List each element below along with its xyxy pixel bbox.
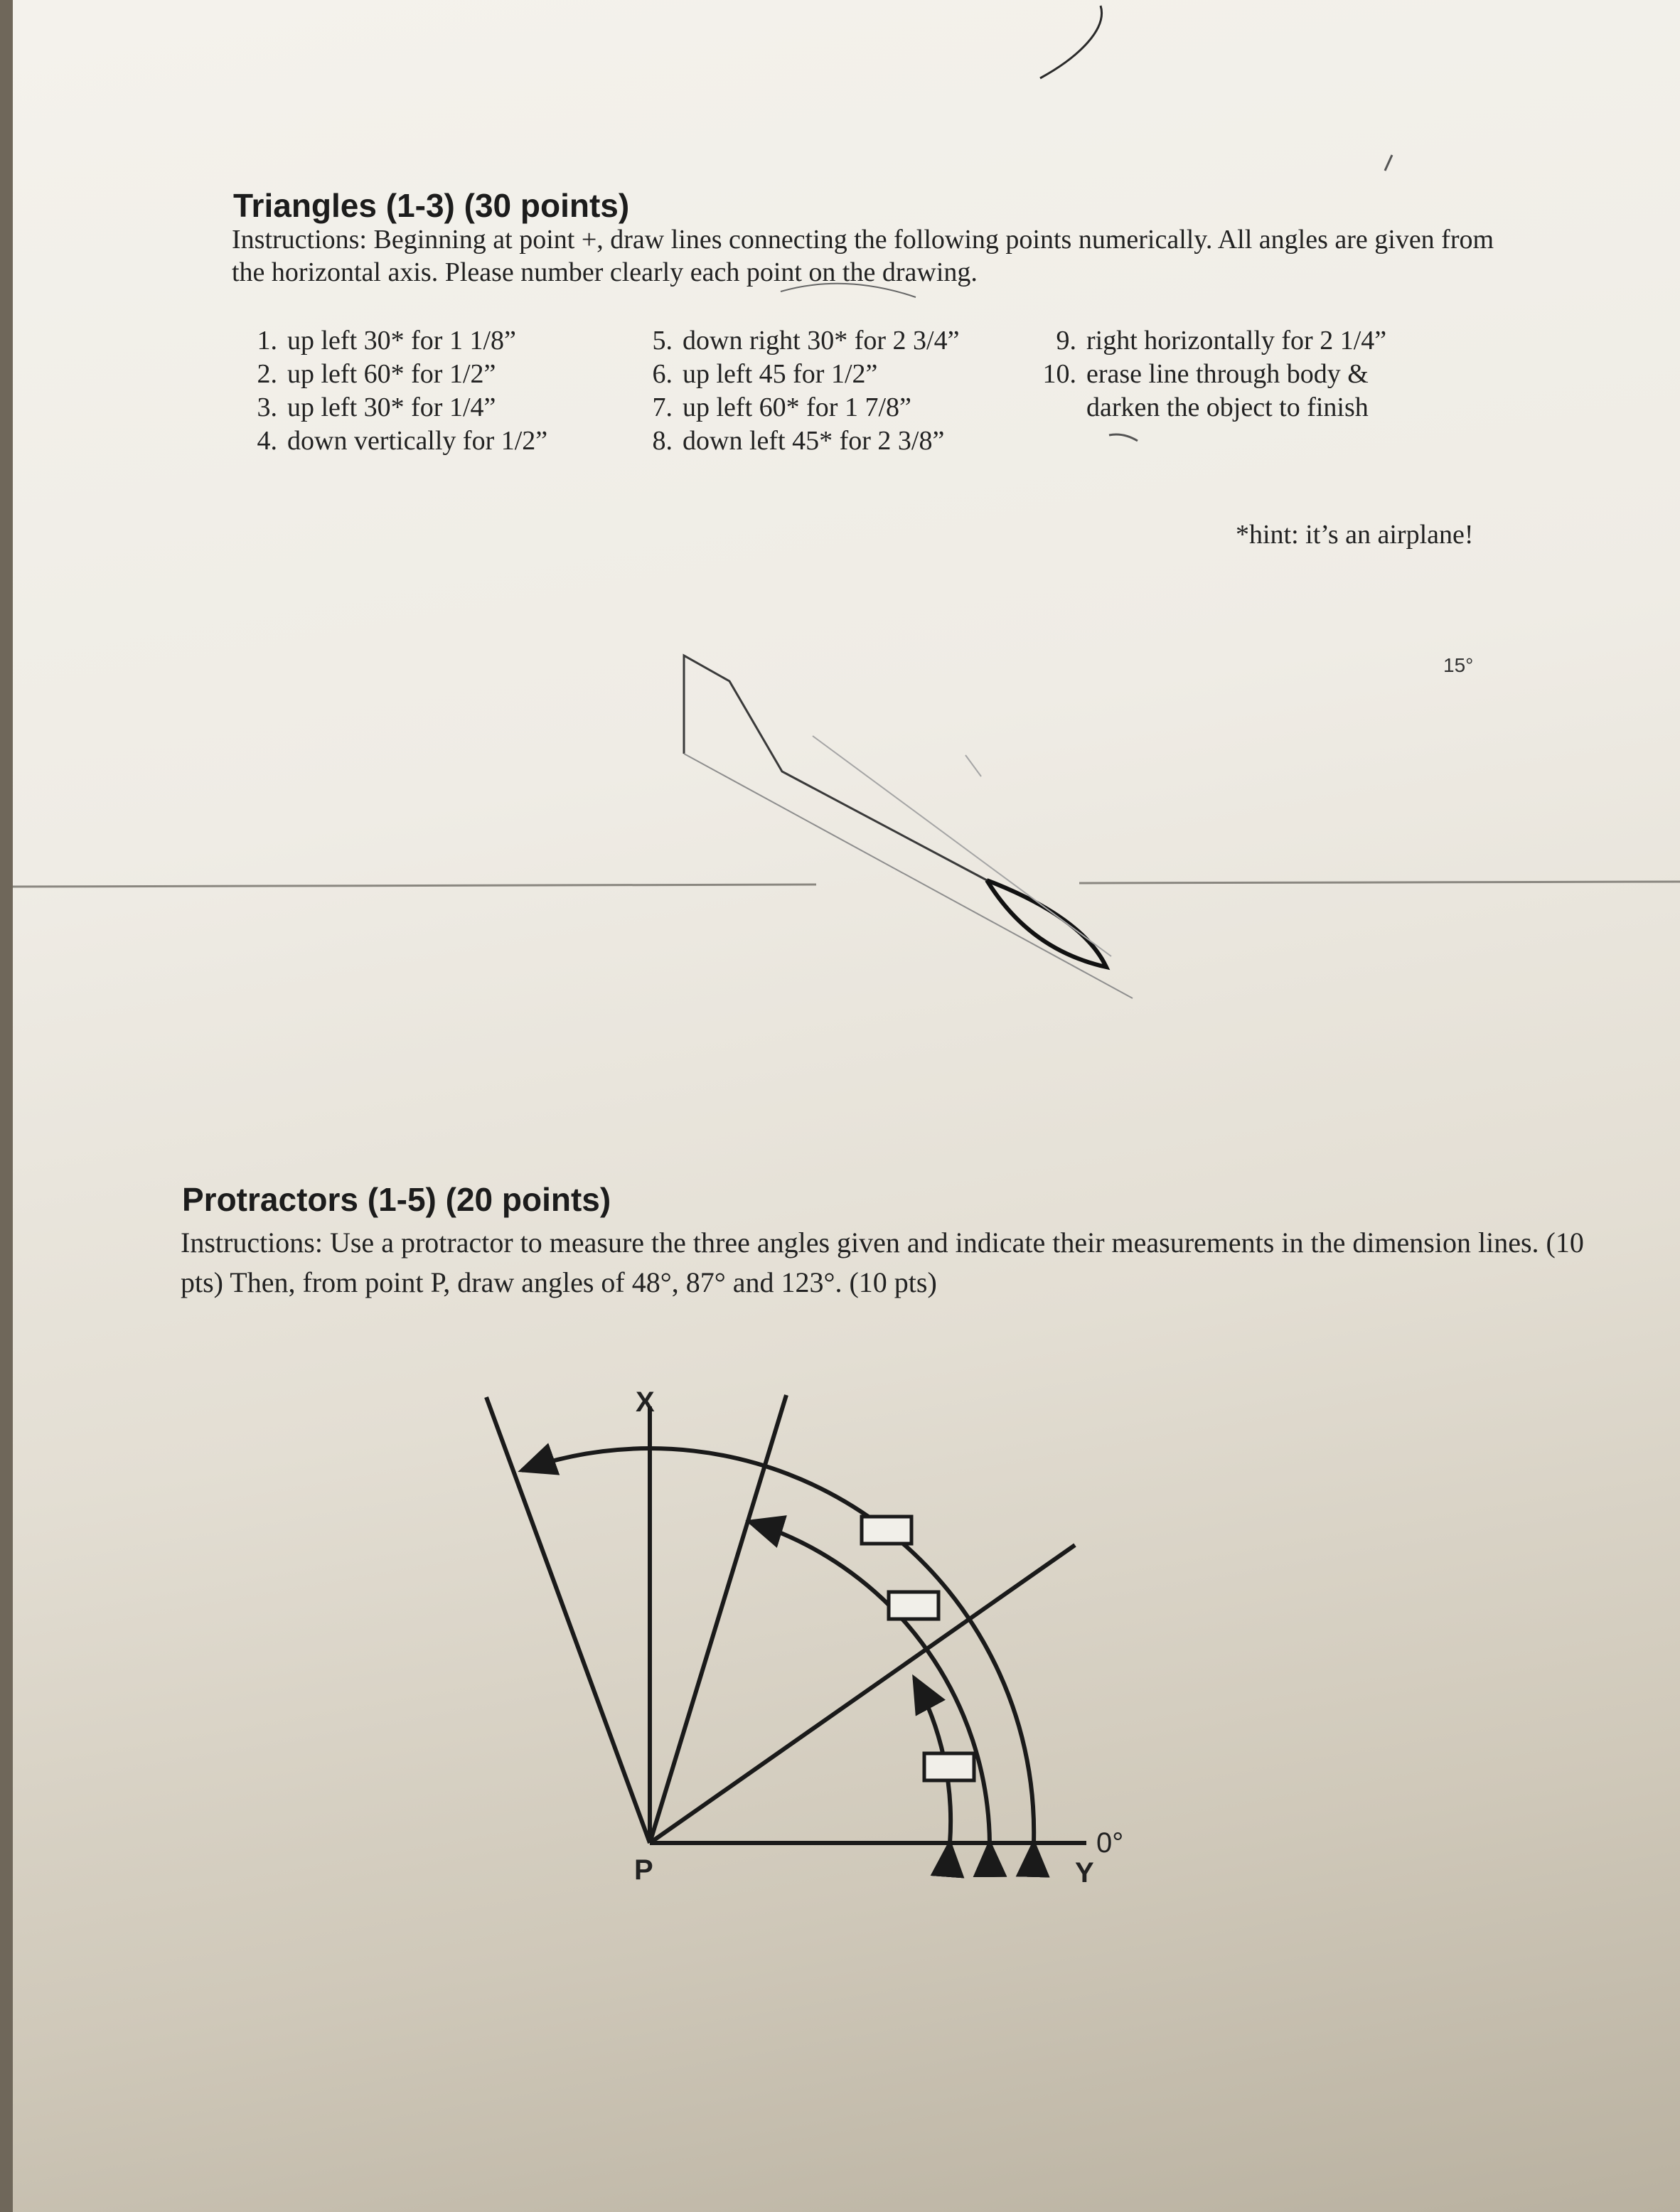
label-p: P (634, 1854, 653, 1886)
answer-box[interactable] (924, 1753, 974, 1780)
protractor-figure (486, 1395, 1086, 1843)
fold-line (13, 882, 1680, 887)
step-item: 4. down vertically for 1/2” (257, 426, 548, 456)
hint-text: *hint: it’s an airplane! (1236, 520, 1474, 550)
pen-mark (1385, 155, 1392, 171)
step-item: 1. up left 30* for 1 1/8” (257, 326, 516, 356)
label-y: Y (1075, 1857, 1094, 1888)
airplane-sketch (684, 656, 1133, 998)
angle-note: 15° (1443, 654, 1474, 676)
label-zero-degrees: 0° (1096, 1827, 1124, 1859)
pen-mark (1040, 6, 1102, 78)
step-item: 10. erase line through body & darken the object to finish (1042, 359, 1369, 422)
answer-box[interactable] (862, 1517, 911, 1544)
pen-mark (781, 284, 916, 297)
step-item: 5. down right 30* for 2 3/4” (652, 326, 960, 356)
drawing-layer (13, 0, 1680, 2212)
pen-mark (1109, 434, 1138, 441)
step-item: 8. down left 45* for 2 3/8” (652, 426, 945, 456)
worksheet-page (13, 0, 1680, 2212)
ray-upper (650, 1395, 786, 1843)
protractors-title: Protractors (1-5) (20 points) (182, 1181, 611, 1218)
protractors-instructions: Instructions: Use a protractor to measure the three angles given and indicate their measurements in the dimension lines. (10 pts) Then, from point P, draw angles of 48°, 87° and 123°. (10 pts) (181, 1227, 1584, 1298)
step-item: 2. up left 60* for 1/2” (257, 359, 496, 389)
ray-right (650, 1545, 1075, 1843)
step-item: 3. up left 30* for 1/4” (257, 392, 496, 422)
label-x: X (636, 1386, 655, 1418)
answer-box[interactable] (889, 1592, 938, 1619)
arc-dimension-middle (749, 1522, 990, 1843)
arc-dimension-outer (522, 1448, 1034, 1843)
step-item: 9. right horizontally for 2 1/4” (1056, 326, 1387, 356)
step-item: 7. up left 60* for 1 7/8” (652, 392, 911, 422)
triangles-instructions: Instructions: Beginning at point +, draw lines connecting the following points numerically. All angles are given from the horizontal axis. Please number clearly each point on the drawing. (232, 225, 1494, 287)
ray-left (486, 1397, 650, 1843)
step-item: 6. up left 45 for 1/2” (652, 359, 878, 389)
triangles-title: Triangles (1-3) (30 points) (233, 187, 630, 224)
